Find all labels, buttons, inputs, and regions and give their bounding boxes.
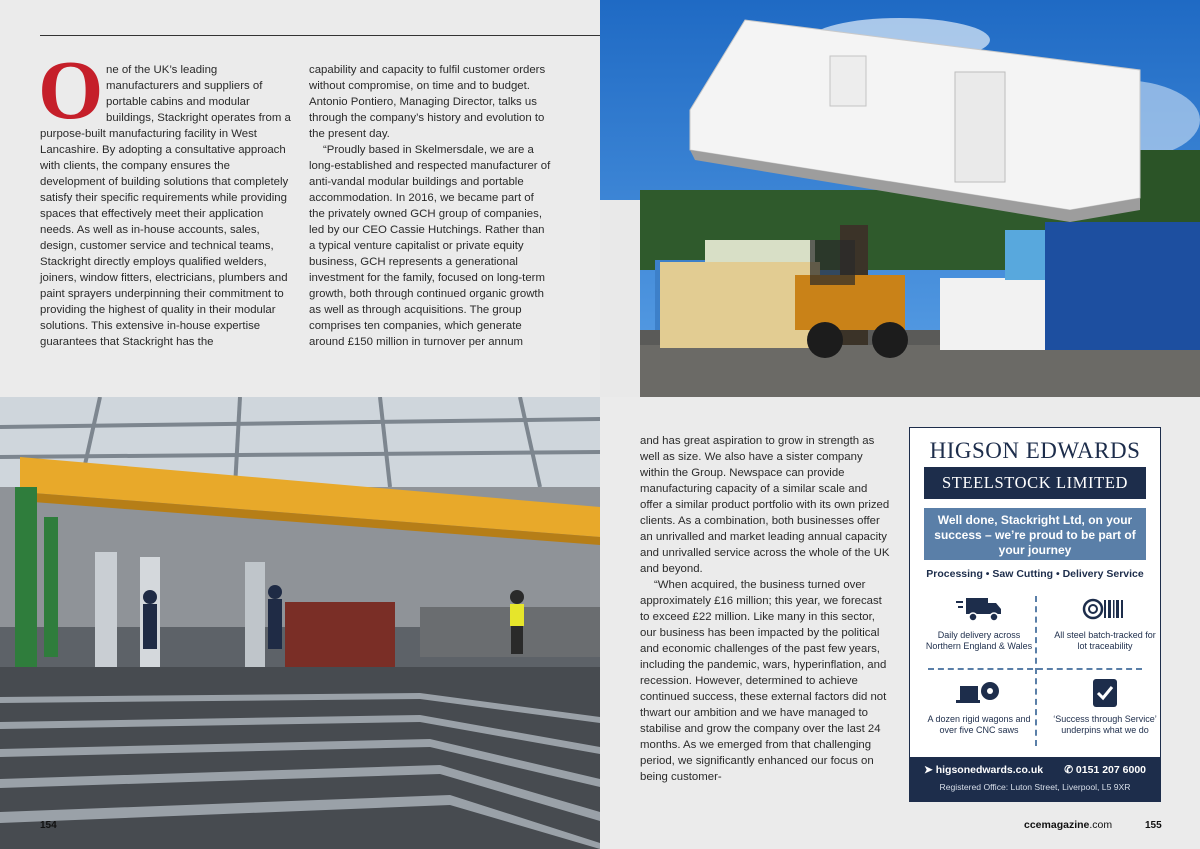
ad-address: Registered Office: Luton Street, Liverpool, L5 9XR: [939, 782, 1131, 792]
column-2-paragraph-2: “Proudly based in Skelmersdale, we are a long-established and respected manufacturer of anti-vandal modular buildings and portable accommodation. In 2016, we became part of the privately owned GCH group of companies, led by our CEO Cassie Hutchings. Rather than a typical venture capitalist or private equity business, GCH represents a generational investment for the family, focused on long-term growth, both through continued organic growth as well as through acquisitions. The group comprises ten companies, which generate around £150 million in turnover per annum: [309, 144, 551, 348]
ad-subbrand: STEELSTOCK LIMITED: [924, 467, 1146, 499]
column-2-paragraph-1: capability and capacity to fulfil customer orders without compromise, on time and to budget. Antonio Pontiero, Managing Director, talks us through the company’s history and evolution to the present day.: [309, 64, 546, 140]
checkmark-icon: [1082, 678, 1128, 708]
ad-divider-vertical: [1035, 596, 1037, 746]
article-column-3: [640, 433, 890, 785]
phone-icon: ✆: [1064, 764, 1076, 776]
ad-phone-text: 0151 207 6000: [1075, 764, 1146, 776]
column-3-paragraph-1: and has great aspiration to grow in strength as well as size. We also have a sister company within the Group. Newspace can provide manufacturing capacity of a similar scale and offer a similar product portfolio with its own prized clients. As a combination, both businesses offer an unrivalled and market leading annual capacity and unrivalled service across the whole of the UK and beyond.: [640, 435, 890, 575]
footer-site-tld: .com: [1089, 819, 1113, 831]
page-number-left: 154: [40, 820, 57, 831]
saw-wagon-icon: [956, 678, 1002, 708]
barcode-steel-icon: [1082, 594, 1128, 624]
ad-footer: [910, 757, 1160, 801]
ad-website-link[interactable]: [924, 764, 1043, 776]
delivery-truck-icon: [956, 594, 1002, 624]
footer-site-bold: ccemagazine: [1024, 819, 1090, 831]
ad-feature-text: All steel batch-tracked for lot traceability: [1054, 630, 1156, 651]
cursor-icon: ➤: [924, 764, 936, 776]
column-1-text: ne of the UK’s leading manufacturers and suppliers of portable cabins and modular buildings, Stackright operates from a purpose-built manufacturing facility in West Lancashire. By adopting a consultative approach with clients, the company ensures the development of building solutions that completely satisfy their specific requirements while providing spaces that effectively meet their application needs. As well as in-house accounts, sales, design, customer service and technical teams, Stackright directly employs qualified welders, joiners, window fitters, electricians, plumbers and paint sprayers underpinning their commitment to providing the highest of quality in their modular solutions. This extensive in-house expertise guarantees that Stackright has the: [40, 64, 291, 348]
ad-feature-text: ‘Success through Service’ underpins what we do: [1053, 714, 1157, 735]
ad-congratulations-message: Well done, Stackright Ltd, on your success – we’re proud to be part of your journey: [924, 508, 1146, 560]
ad-feature-text: Daily delivery across Northern England & Wales: [925, 630, 1033, 651]
ad-feature-delivery: [924, 594, 1034, 652]
ad-feature-traceability: [1050, 594, 1160, 652]
page-number-right: 155: [1145, 820, 1162, 831]
drop-cap: O: [38, 44, 104, 137]
ad-brand-name: HIGSON EDWARDS: [929, 438, 1141, 463]
ad-phone-link[interactable]: [1064, 764, 1146, 776]
ad-website-text: higsonedwards.co.uk: [935, 764, 1044, 776]
advert-higson-edwards[interactable]: [909, 427, 1161, 802]
ad-services: Processing • Saw Cutting • Delivery Service: [926, 568, 1144, 580]
ad-feature-fleet: [924, 678, 1034, 736]
article-column-1: [38, 44, 292, 350]
column-3-paragraph-2: “When acquired, the business turned over approximately £16 million; this year, we forecast to exceed £22 million. Like many in this sector, our business has been impacted by the political and economic challenges of the past few years, including the pandemic, wars, hyperinflation, and recession. However, determined to achieve continued success, these external factors did not thwart our ambition and we have managed to stabilise and grow the company over the last 24 months. As we emerged from that challenging period, we significantly enhanced our focus on being customer-: [640, 579, 887, 783]
footer-site: [1024, 819, 1112, 831]
article-column-2: [309, 62, 551, 350]
photo-forklift-container: [600, 0, 1200, 397]
photo-factory-interior: [0, 397, 600, 849]
ad-divider-horizontal: [928, 668, 1142, 670]
ad-feature-text: A dozen rigid wagons and over five CNC saws: [927, 714, 1031, 735]
ad-feature-service: [1050, 678, 1160, 736]
